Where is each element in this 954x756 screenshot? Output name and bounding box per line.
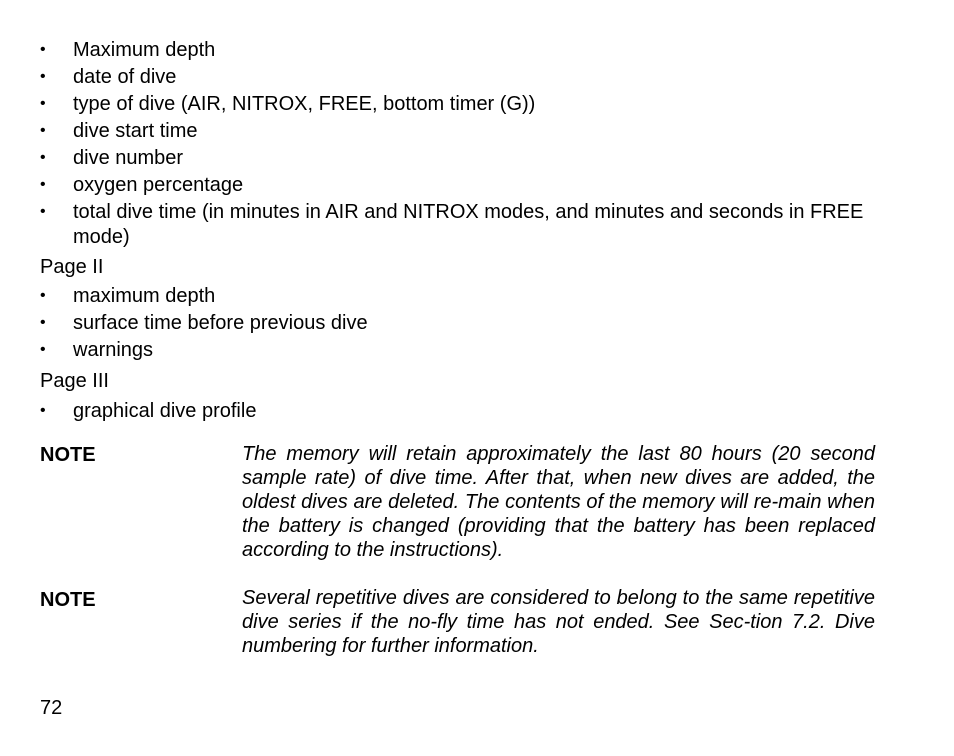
bullet-icon: •	[40, 122, 46, 139]
note-repetitive-dives: Several repetitive dives are considered to belong to the same repetitive dive series if the no-fly time has not ended. See Sec-tion 7.2. Dive numbering for further information.	[242, 587, 875, 657]
list-item: • Maximum depth	[40, 39, 216, 61]
bullet-icon: •	[40, 68, 46, 85]
page-two-fields-list	[40, 284, 880, 365]
bullet-icon: •	[40, 95, 46, 112]
page-number: 72	[40, 697, 63, 719]
list-item: • oxygen percentage	[40, 174, 244, 196]
page-three-heading: Page III	[40, 370, 109, 392]
list-item: • date of dive	[40, 66, 177, 88]
page-one-fields-list	[40, 38, 880, 253]
list-item: • total dive time (in minutes in AIR and NITROX modes, and minutes and seconds in FREE mode)	[40, 201, 864, 248]
bullet-icon: •	[40, 149, 46, 166]
bullet-icon: •	[40, 41, 46, 58]
page-three-fields-list	[40, 399, 880, 426]
bullet-icon: •	[40, 203, 46, 220]
list-item: • graphical dive profile	[40, 400, 257, 422]
bullet-icon: •	[40, 341, 46, 358]
bullet-icon: •	[40, 314, 46, 331]
note-memory-retention: The memory will retain approximately the last 80 hours (20 second sample rate) of dive time. After that, when new dives are added, the oldest dives are deleted. The contents of the memory will re-main when the battery is changed (providing that the battery has been replaced according to the instructions).	[242, 443, 875, 561]
list-item: • type of dive (AIR, NITROX, FREE, bottom timer (G))	[40, 93, 536, 115]
note-label: NOTE	[40, 589, 96, 611]
list-item: • warnings	[40, 339, 154, 361]
bullet-icon: •	[40, 402, 46, 419]
bullet-icon: •	[40, 176, 46, 193]
list-item: • surface time before previous dive	[40, 312, 368, 334]
list-item: • dive start time	[40, 120, 198, 142]
page-two-heading: Page II	[40, 256, 104, 278]
list-item: • maximum depth	[40, 285, 216, 307]
note-label: NOTE	[40, 444, 96, 466]
list-item: • dive number	[40, 147, 184, 169]
bullet-icon: •	[40, 287, 46, 304]
